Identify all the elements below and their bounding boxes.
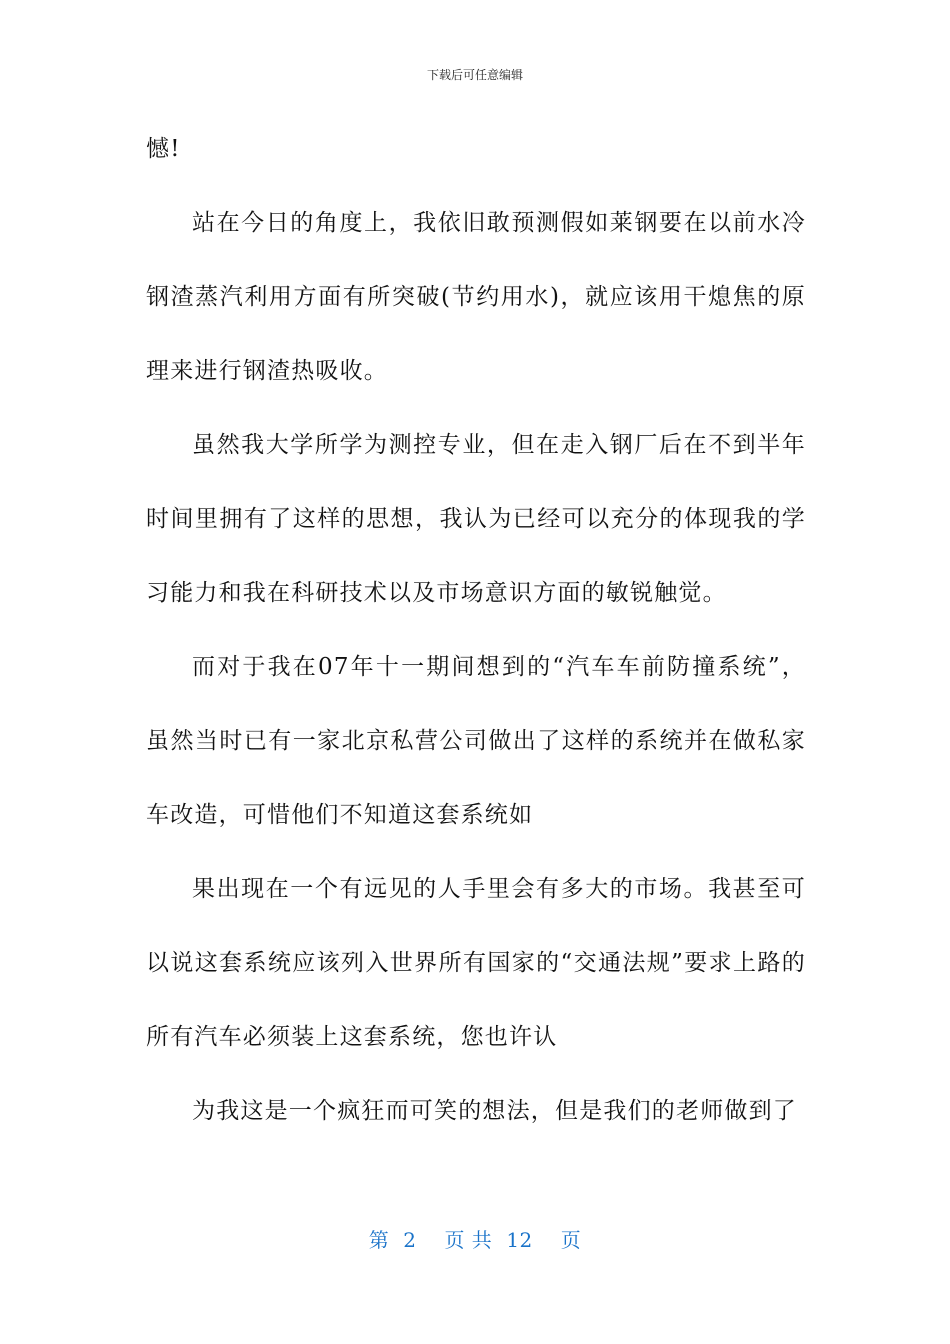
paragraph-4: 而对于我在07年十一期间想到的“汽车车前防撞系统”，虽然当时已有一家北京私营公司做出了这样的系统并在做私家车改造，可惜他们不知道这套系统如 [146, 654, 806, 828]
footer-prefix: 第 [368, 1228, 390, 1252]
paragraph-3: 虽然我大学所学为测控专业，但在走入钢厂后在不到半年时间里拥有了这样的思想，我认为已经可以充分的体现我的学习能力和我在科研技术以及市场意识方面的敏锐触觉。 [146, 432, 806, 606]
footer-suffix: 页 [560, 1228, 582, 1252]
page-header: 下载后可任意编辑 [426, 68, 523, 82]
footer-current-page: 2 [403, 1228, 417, 1252]
paragraph-2: 站在今日的角度上，我依旧敢预测假如莱钢要在以前水冷钢渣蒸汽利用方面有所突破(节约用水)，就应该用干熄焦的原理来进行钢渣热吸收。 [146, 210, 806, 384]
page-footer [0, 1224, 950, 1253]
footer-middle: 页 共 [444, 1228, 493, 1252]
footer-total-pages: 12 [506, 1228, 533, 1252]
paragraph-5: 果出现在一个有远见的人手里会有多大的市场。我甚至可以说这套系统应该列入世界所有国家的“交通法规”要求上路的所有汽车必须装上这套系统，您也许认 [146, 876, 806, 1050]
document-body [146, 112, 806, 1148]
paragraph-1: 憾! [146, 136, 181, 162]
paragraph-6: 为我这是一个疯狂而可笑的想法，但是我们的老师做到了 [192, 1098, 797, 1124]
